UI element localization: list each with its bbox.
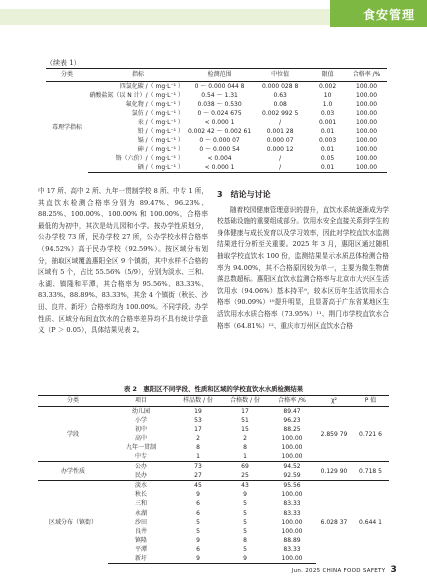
table-cell: 17 [241,408,249,415]
table-cell: 51 [241,417,249,425]
table-row [46,136,387,145]
paragraph: 中 17 所、高中 2 所、九年一贯制学校 8 所、中专 1 所，其直饮水检测合格率分别为 89.47%、96.23%、88.25%、100.00%、100.00% 和 100.00%，合格率最低的为初中，其次是幼儿园和小学。按办学性质划分，公办学校 73 所，民办学校 27 所，公办学校水样合格率（94.52%）高于民办学校（92.59%）。按区域分布划分，抽取区域覆盖惠阳全区 9 个镇街，其中水样不合格的区域有 5 个，占比 55.56%（5/9），分别为淡水、三和、永湖、镇隆和平潭，其合格率为 95.56%、83.33%、83.33%、88.89%、83.33%，其余 4 个镇街（秋长、沙田、良井、新圩）合格率均为 100.00%。不同学段、办学性质、区域分布间直饮水的合格率差异均不具有统计学意义（P ＞ 0.05），具体结果见表 2。 [38,187,208,335]
table2-header-cell: 合格率 /% [268,396,316,407]
table-row [38,462,389,472]
table-cell: 100.00 [356,101,378,109]
table2-group-cell: 办学性质 [38,462,108,481]
table-cell: 96.23 [283,417,301,425]
table-cell: 9 [174,554,222,564]
table-cell: 新圩 [108,554,174,564]
table-cell: 5 [243,518,247,526]
table-cell: 高中 [134,435,147,443]
header-stripe [0,9,340,25]
table-cell: 17 [194,426,202,434]
table-cell: 0.000 12 [266,146,294,154]
table1-category-cell: 毒理学指标 [51,123,82,131]
table-cell: 1 [243,453,247,461]
table-row [46,91,387,100]
table-cell: 43 [222,481,268,491]
table-cell: 铅 /（ mg·L⁻¹ ） [137,128,184,136]
table-cell: 铬（六价）/（ mg·L⁻¹ ） [115,155,184,163]
table-cell: 0 ～ 0.000 07 [199,137,240,145]
table-cell: 8 [243,444,247,452]
table-cell: 100.00 [281,518,303,526]
table-cell: 100.00 [281,527,303,535]
table-row [46,109,387,118]
table-cell: 良井 [134,527,147,535]
table-cell: 1.0 [322,101,333,109]
table-cell: 100.00 [268,554,316,564]
table-cell: 沙田 [134,518,147,526]
table-cell: 民办 [134,472,147,480]
table-cell: 89.47 [283,408,301,415]
table-cell: 小学 [134,417,147,425]
page-footer [292,565,397,575]
table-cell: 永湖 [134,509,147,517]
table-cell: 0.038 ～ 0.530 [197,101,242,109]
table-cell: 0.54 ～ 1.31 [201,92,238,100]
table-cell: 镉 /（ mg·L⁻¹ ） [137,137,184,145]
footer-journal: CHINA FOOD SAFETY [322,568,386,574]
table-cell: 0.63 [273,92,287,100]
table-cell: 0 ～ 0.000 044 8 [194,83,245,90]
table-row [46,82,387,92]
table2-header-row [38,396,389,407]
table-cell: 0.002 992 5 [262,110,299,118]
table-cell: < 0.000 1 [204,119,235,127]
table-row [38,481,389,491]
table-cell: 0.000 07 [266,137,294,145]
table-cell: 94.52 [268,462,316,472]
table-cell: 0 ～ 0.000 54 [199,146,240,154]
table1-header-cell: 限值 [309,69,346,82]
table-cell: 100.00 [281,453,303,461]
table-cell: 6 [196,509,200,517]
table-cell: 镇隆 [134,536,147,544]
table1-header-row [46,69,387,82]
table2-header-cell: χ² [316,396,352,407]
table2-header-cell: 样品数 / 份 [174,396,222,407]
table-cell: 100.00 [356,119,378,127]
table-cell: 10 [323,92,332,100]
table2-chi-cell: 2.859 79 [320,430,348,438]
table-row [46,163,387,173]
table-cell: 69 [222,462,268,472]
table-cell: 幼儿园 [131,408,150,415]
table-cell: 15 [241,426,249,434]
left-column-text [38,186,208,337]
table2-p-cell: 0.721 6 [359,430,382,438]
table-cell: 6 [196,545,200,553]
table-cell: 5 [243,545,247,553]
table-cell: 92.59 [283,472,301,480]
table-cell: 100.00 [356,110,378,118]
table-cell: 0.000 028 8 [262,83,299,90]
table-row [46,154,387,163]
table-cell: 硝酸盐氮（以 N 计）/（ mg·L⁻¹ ） [89,92,184,100]
table-cell: 5 [196,527,200,535]
table2-header-cell: 分类 [38,396,108,407]
table2-p-cell: 0.644 1 [352,481,389,563]
table-cell: 0.01 [320,146,335,154]
table-cell: 53 [194,417,202,425]
table-cell: 0.01 [309,163,346,173]
table-cell: 氟化物 /（ mg·L⁻¹ ） [125,101,184,109]
table-cell: 73 [174,462,222,472]
table-cell: 100.00 [356,155,378,163]
table-cell: / [279,119,282,127]
table-cell: 0 ～ 0.024 675 [197,110,242,118]
table-cell: 0.003 [318,137,337,145]
table-cell: 0.001 [318,119,337,127]
table1-header-cell: 合格率 /% [346,69,387,82]
table-cell: 88.89 [283,536,301,544]
table-cell: 100.00 [356,128,378,136]
table-cell: 6 [196,500,200,508]
table1 [46,68,387,173]
table-cell: 9 [196,536,200,544]
table2-header-cell: P 值 [352,396,389,407]
table2-group-cell: 区域分布（镇街） [38,481,108,563]
table-row [46,118,387,127]
table-cell: 8 [243,536,247,544]
table-cell: 9 [243,491,247,499]
table-cell: 汞 /（ mg·L⁻¹ ） [137,119,184,127]
table-cell: 公办 [108,462,174,472]
table-cell: 硒 /（ mg·L⁻¹ ） [88,163,188,173]
table-cell: 0.002 [318,83,337,90]
table-row [46,127,387,136]
table-cell: < 0.000 1 [188,163,251,173]
table-cell: 平潭 [134,545,147,553]
paragraph: 随着校园健康管理意识的提升，直饮水系统逐渐成为学校基础设施的重要组成部分。饮用水安全直接关系到学生的身体健康与成长发育以及学习效率，因此对学校直饮水监测结果进行分析至关重要。2025 年 3 月，惠阳区通过随机抽取学校直饮水 100 份，监测结果显示水质总体检测合格率为 94.00%，其不合格原因较为单一，主要为微生物菌落总数超标。惠阳区直饮水监测合格率与北京市大兴区生活饮用水（94.06%）基本持平⁹，较本区历年生活饮用水合格率（90.09%）¹⁰提升明显，且显著高于广东省某地区生活饮用水水质合格率（73.95%）¹¹、荆门市学校直饮水合格率（64.81%）¹²、重庆市万州区直饮水合格 [217,205,389,330]
table-cell: 100.00 [356,137,378,145]
table2-header-cell: 合格数 / 份 [222,396,268,407]
table-cell: 初中 [134,426,147,434]
table-cell: 83.33 [283,500,301,508]
table-cell: 9 [222,554,268,564]
table-cell: 27 [194,472,202,480]
header-band [0,0,427,27]
table-cell: 0.001 28 [266,128,294,136]
section-title: 食安管理 [362,8,415,22]
table-cell: 100.00 [281,491,303,499]
table-cell: 19 [194,408,202,415]
table-cell: 100.00 [281,444,303,452]
table1-continued-label: （续表 1） [46,59,81,67]
table2-chi-cell: 6.028 37 [316,481,352,563]
table-cell: 秋长 [134,491,147,499]
table1-header-cell: 中位值 [251,69,309,82]
table-cell: 8 [196,444,200,452]
table2 [38,395,389,564]
page-number: 3 [390,565,397,575]
table-cell: 砷 /（ mg·L⁻¹ ） [137,146,184,154]
table-cell: 0.01 [320,128,335,136]
table2-p-cell: 0.718 5 [352,462,389,481]
table-cell: 25 [241,472,249,480]
table-row [46,145,387,154]
table2-caption: 表 2 惠阳区不同学段、性质和区域的学校直饮水水质检测结果 [123,385,304,393]
table-cell: 5 [243,509,247,517]
table-cell: 100.00 [356,83,378,90]
table-cell: 5 [243,527,247,535]
table1-header-cell: 分类 [46,69,88,82]
right-column-text [217,186,389,332]
table-cell: 2 [196,435,200,443]
table-row [38,407,389,417]
table2-chi-cell: 0.129 90 [316,462,352,481]
table-cell: 83.33 [283,545,301,553]
table-cell: / [251,163,309,173]
table-cell: 100.00 [281,435,303,443]
table-cell: 淡水 [108,481,174,491]
table-cell: < 0.004 [207,155,232,163]
table-cell: 氯仿 /（ mg·L⁻¹ ） [131,110,184,118]
table-cell: 100.00 [346,163,387,173]
table-cell: 2 [243,435,247,443]
table-cell: 0.002 42 ～ 0.002 61 [187,128,252,136]
table-cell: 三和 [134,500,147,508]
table-cell: 5 [243,500,247,508]
table2-group-cell: 学段 [66,430,79,438]
table-cell: 1 [196,453,200,461]
table-cell: 9 [196,491,200,499]
table-cell: 100.00 [356,146,378,154]
table-cell: 45 [174,481,222,491]
table2-header-cell: 项目 [108,396,174,407]
table-row [46,100,387,109]
table-cell: 九年一贯制 [125,444,156,452]
table-cell: 5 [196,518,200,526]
table-cell: 88.25 [283,426,301,434]
table-cell: 0.05 [320,155,335,163]
table-cell: 95.56 [268,481,316,491]
table1-header-cell: 指标 [88,69,188,82]
section-heading: 3 结论与讨论 [217,190,271,199]
table-cell: 83.33 [283,509,301,517]
table-cell: 0.08 [273,101,287,109]
footer-issue: Jun. 2025 [291,568,321,574]
table-cell: 四氯化碳 /（ mg·L⁻¹ ） [119,83,184,90]
table-cell: 0.03 [320,110,335,118]
table-cell: 100.00 [356,92,378,100]
table1-header-cell: 检测范围 [188,69,251,82]
table-cell: / [279,155,282,163]
table-cell: 中专 [134,453,147,461]
